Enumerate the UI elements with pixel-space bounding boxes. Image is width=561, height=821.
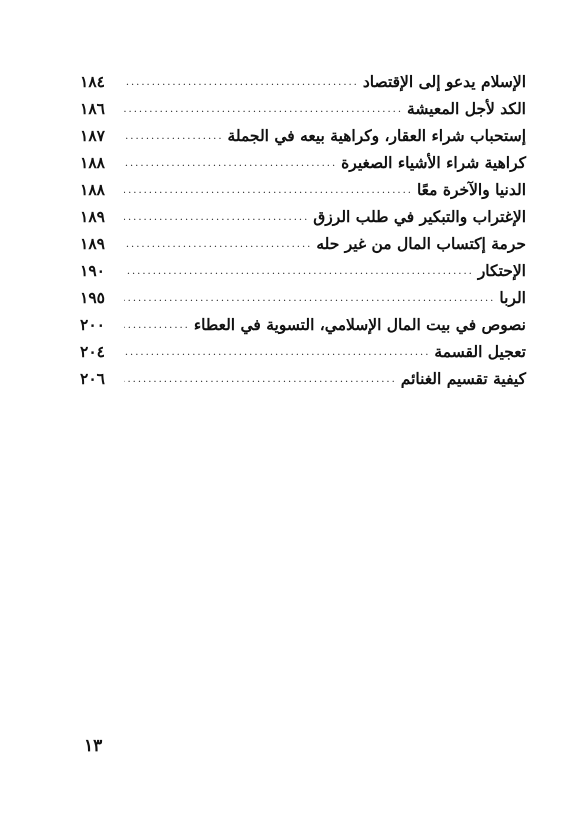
toc-entry-title: تعجيل القسمة [434, 342, 526, 361]
toc-entry-title: الإسلام يدعو إلى الإقتصاد [362, 72, 526, 91]
dot-leader [124, 159, 337, 169]
dot-leader [124, 321, 190, 331]
toc-entry-page: ١٨٨ [80, 153, 105, 172]
toc-entry-title: الإحتكار [477, 261, 526, 280]
toc-entry-page: ١٨٩ [80, 207, 105, 226]
toc-entry-page: ١٨٧ [80, 126, 105, 145]
page-number: ١٣ [84, 736, 103, 756]
toc-entry-page: ١٨٩ [80, 234, 105, 253]
toc-entry-title: الربا [499, 288, 526, 307]
toc-entry-title: نصوص في بيت المال الإسلامي، التسوية في العطاء [193, 315, 526, 334]
toc-entry-title: إستحباب شراء العقار، وكراهية بيعه في الجملة [227, 126, 526, 145]
toc-entry-page: ٢٠٠ [80, 315, 105, 334]
toc-entry-page: ٢٠٤ [80, 342, 105, 361]
toc-entry-page: ١٩٥ [80, 288, 105, 307]
toc-entry-title: الدنيا والآخرة معًا [416, 180, 526, 199]
toc-entry [80, 281, 526, 308]
toc-entry [80, 335, 526, 362]
toc-entry [80, 92, 526, 119]
toc-entry-page: ١٨٦ [80, 99, 105, 118]
toc-entry [80, 254, 526, 281]
toc-entry-page: ١٨٨ [80, 180, 105, 199]
dot-leader [124, 213, 309, 223]
toc-entry-title: الكد لأجل المعيشة [407, 99, 526, 118]
dot-leader [124, 375, 397, 385]
toc-entry [80, 200, 526, 227]
dot-leader [124, 78, 359, 88]
toc-entry-page: ١٩٠ [80, 261, 105, 280]
toc-entry-title: كراهية شراء الأشياء الصغيرة [341, 153, 526, 172]
dot-leader [124, 348, 430, 358]
toc-entry [80, 308, 526, 335]
toc-entry-title: كيفية تقسيم الغنائم [400, 369, 526, 388]
toc-entry [80, 173, 526, 200]
toc-entry [80, 227, 526, 254]
dot-leader [124, 105, 403, 115]
toc-entry [80, 119, 526, 146]
dot-leader [124, 132, 224, 142]
toc-entry-title: الإغتراب والتبكير في طلب الرزق [313, 207, 526, 226]
dot-leader [124, 186, 413, 196]
toc-entry-title: حرمة إكتساب المال من غير حله [316, 234, 526, 253]
toc-entry-page: ١٨٤ [80, 72, 105, 91]
dot-leader [124, 240, 312, 250]
toc-entry [80, 362, 526, 389]
toc-entry-page: ٢٠٦ [80, 369, 105, 388]
toc-entry [80, 146, 526, 173]
table-of-contents [80, 65, 526, 389]
dot-leader [124, 267, 474, 277]
toc-entry [80, 65, 526, 92]
dot-leader [124, 294, 495, 304]
